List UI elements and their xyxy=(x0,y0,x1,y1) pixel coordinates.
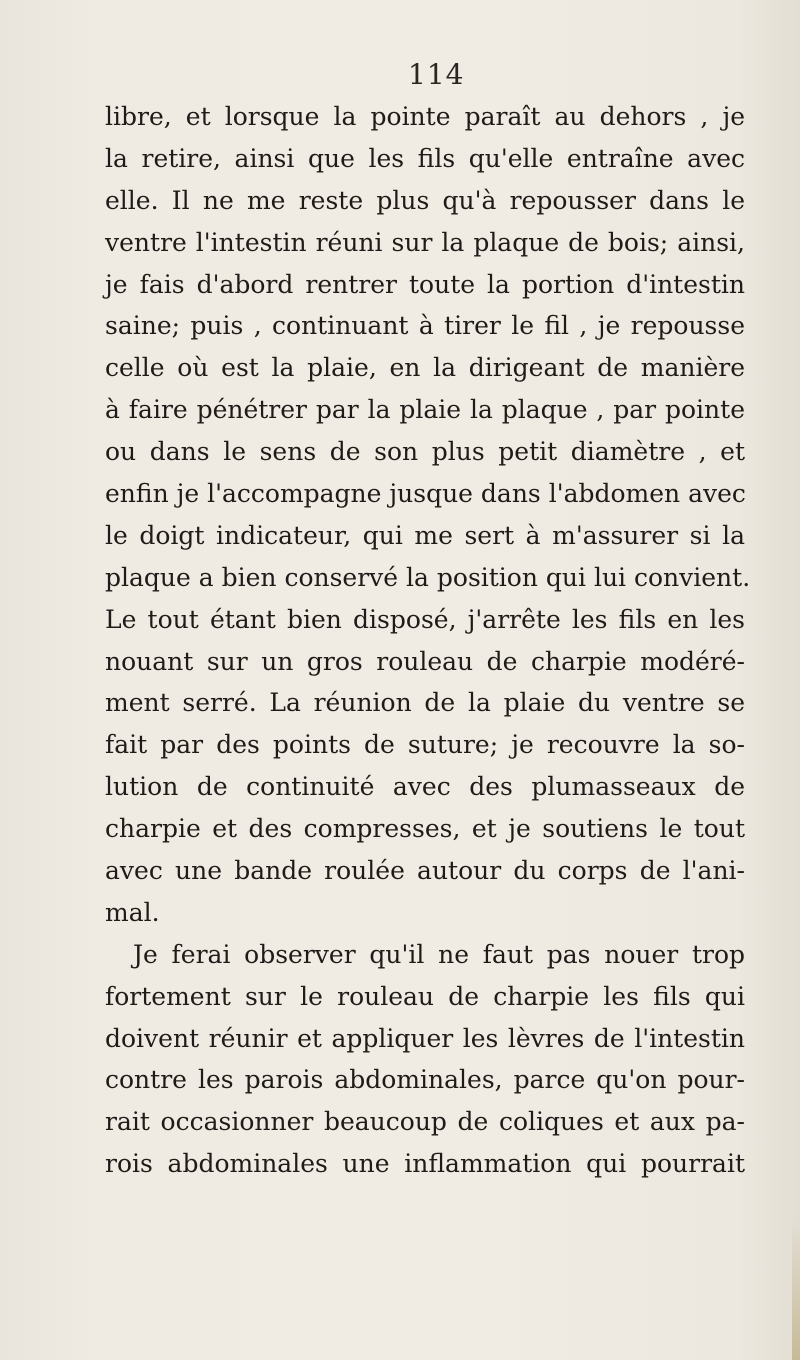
text-line: le doigt indicateur, qui me sert à m'assurer si la xyxy=(105,520,745,550)
text-line: rait occasionner beaucoup de coliques et aux pa- xyxy=(105,1107,745,1137)
text-line: je fais d'abord rentrer toute la portion d'intestin xyxy=(105,269,745,299)
text-line: rois abdominales une inflammation qui pourrait xyxy=(105,1149,745,1179)
text-line: saine; puis , continuant à tirer le fil , je repousse xyxy=(105,311,745,341)
text-line: avec une bande roulée autour du corps de l'ani- xyxy=(105,856,745,886)
text-line: celle où est la plaie, en la dirigeant de manière xyxy=(105,353,745,383)
text-line: enfin je l'accompagne jusque dans l'abdomen avec xyxy=(105,479,746,509)
text-line: plaque a bien conservé la position qui lui convient. xyxy=(105,562,751,592)
page-number: 114 xyxy=(408,58,465,91)
text-line: ventre l'intestin réuni sur la plaque de bois; ainsi, xyxy=(105,227,745,257)
page-edge-stain xyxy=(792,1220,800,1360)
text-line: charpie et des compresses, et je soutiens le tout xyxy=(105,814,745,844)
text-line: fortement sur le rouleau de charpie les fils qui xyxy=(105,981,745,1011)
body-text xyxy=(105,96,751,1185)
text-line: ment serré. La réunion de la plaie du ventre se xyxy=(105,688,745,718)
text-line: mal. xyxy=(105,897,160,927)
text-line: elle. Il ne me reste plus qu'à repousser dans le xyxy=(105,185,745,215)
text-line: lution de continuité avec des plumasseaux de xyxy=(105,772,745,802)
text-line: contre les parois abdominales, parce qu'on pour- xyxy=(105,1065,745,1095)
text-line: ou dans le sens de son plus petit diamètre , et xyxy=(105,437,745,467)
text-line: à faire pénétrer par la plaie la plaque , par pointe xyxy=(105,395,745,425)
text-line: nouant sur un gros rouleau de charpie modéré- xyxy=(105,646,745,676)
text-line: libre, et lorsque la pointe paraît au dehors , je xyxy=(105,102,745,131)
paragraph-start-line: Je ferai observer qu'il ne faut pas nouer trop xyxy=(133,939,745,969)
text-line: la retire, ainsi que les fils qu'elle entraîne avec xyxy=(105,143,745,173)
text-line: doivent réunir et appliquer les lèvres de l'intestin xyxy=(105,1023,745,1053)
text-line: fait par des points de suture; je recouvre la so- xyxy=(105,730,745,760)
text-line: Le tout étant bien disposé, j'arrête les fils en les xyxy=(105,604,745,634)
